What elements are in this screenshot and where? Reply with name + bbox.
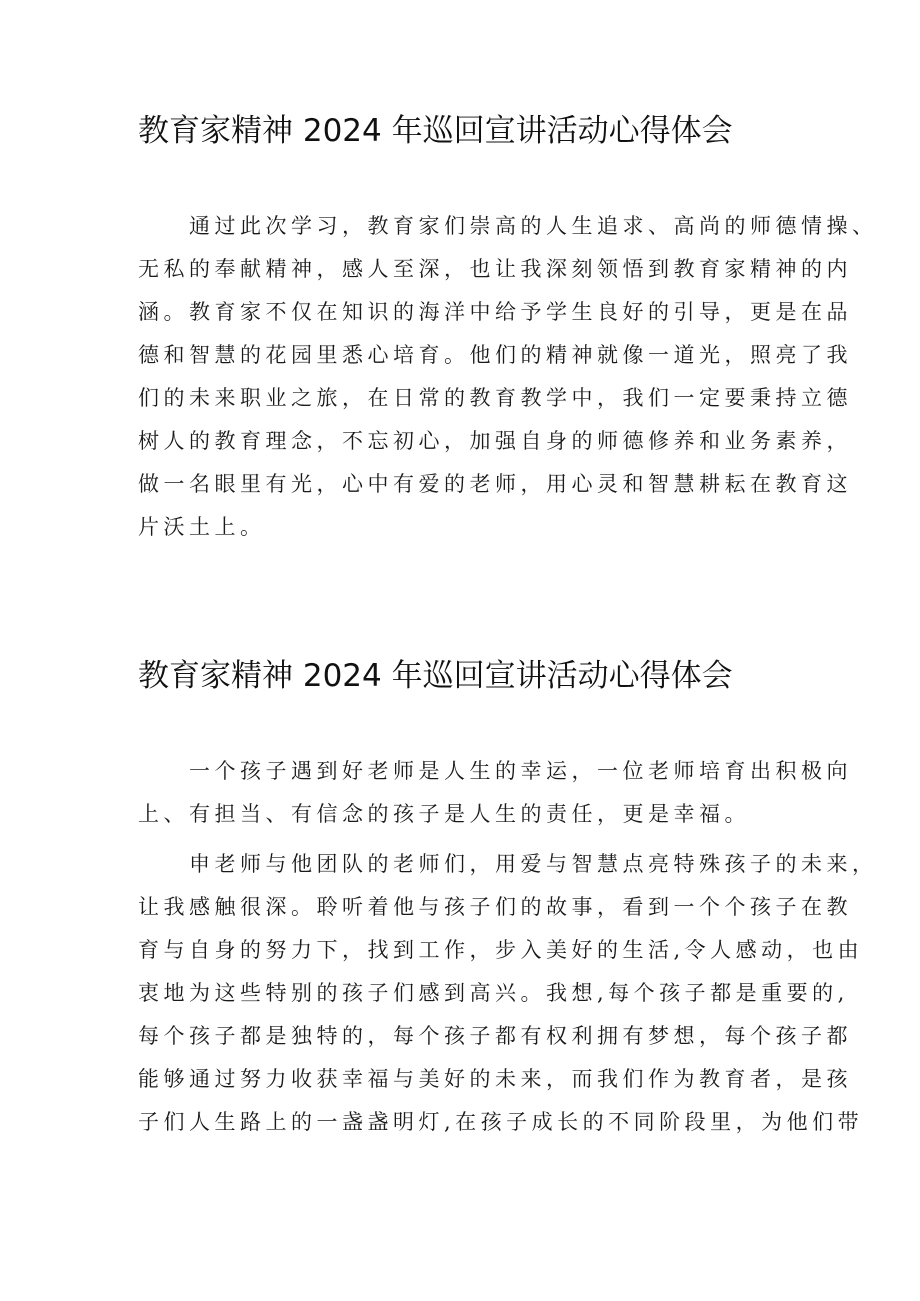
paragraph-line: 子们人生路上的一盏盏明灯,在孩子成长的不同阶段里，为他们带 xyxy=(138,1110,864,1134)
paragraph-line: 德和智慧的花园里悉心培育。他们的精神就像一道光，照亮了我 xyxy=(138,343,852,367)
paragraph-line: 涵。教育家不仅在知识的海洋中给予学生良好的引导，更是在品 xyxy=(138,300,852,324)
paragraph-line: 一个孩子遇到好老师是人生的幸运，一位老师培育出积极向 xyxy=(189,759,852,783)
section-title: 教育家精神 2024 年巡回宣讲活动心得体会 xyxy=(138,658,733,694)
paragraph-line: 做一名眼里有光，心中有爱的老师，用心灵和智慧耕耘在教育这 xyxy=(138,472,852,496)
paragraph-line: 通过此次学习，教育家们崇高的人生追求、高尚的师德情操、 xyxy=(189,214,878,238)
paragraph-line: 让我感触很深。聆听着他与孩子们的故事，看到一个个孩子在教 xyxy=(138,895,852,919)
paragraph-line: 们的未来职业之旅，在日常的教育教学中，我们一定要秉持立德 xyxy=(138,386,852,410)
paragraph xyxy=(138,843,878,1144)
paragraph-line: 片沃土上。 xyxy=(138,515,266,539)
paragraph-line: 育与自身的努力下，找到工作，步入美好的生活,令人感动，也由 xyxy=(138,938,864,962)
section-title: 教育家精神 2024 年巡回宣讲活动心得体会 xyxy=(138,113,733,149)
paragraph-line: 上、有担当、有信念的孩子是人生的责任，更是幸福。 xyxy=(138,802,750,826)
paragraph-line: 申老师与他团队的老师们，用爱与智慧点亮特殊孩子的未来， xyxy=(189,852,878,876)
paragraph xyxy=(138,750,852,836)
paragraph-line: 无私的奉献精神，感人至深，也让我深刻领悟到教育家精神的内 xyxy=(138,257,852,281)
paragraph-line: 衷地为这些特别的孩子们感到高兴。我想,每个孩子都是重要的, xyxy=(138,981,849,1005)
paragraph xyxy=(138,205,878,549)
paragraph-line: 每个孩子都是独特的，每个孩子都有权利拥有梦想，每个孩子都 xyxy=(138,1024,852,1048)
paragraph-line: 能够通过努力收获幸福与美好的未来，而我们作为教育者，是孩 xyxy=(138,1067,852,1091)
paragraph-line: 树人的教育理念，不忘初心，加强自身的师德修养和业务素养， xyxy=(138,429,852,453)
